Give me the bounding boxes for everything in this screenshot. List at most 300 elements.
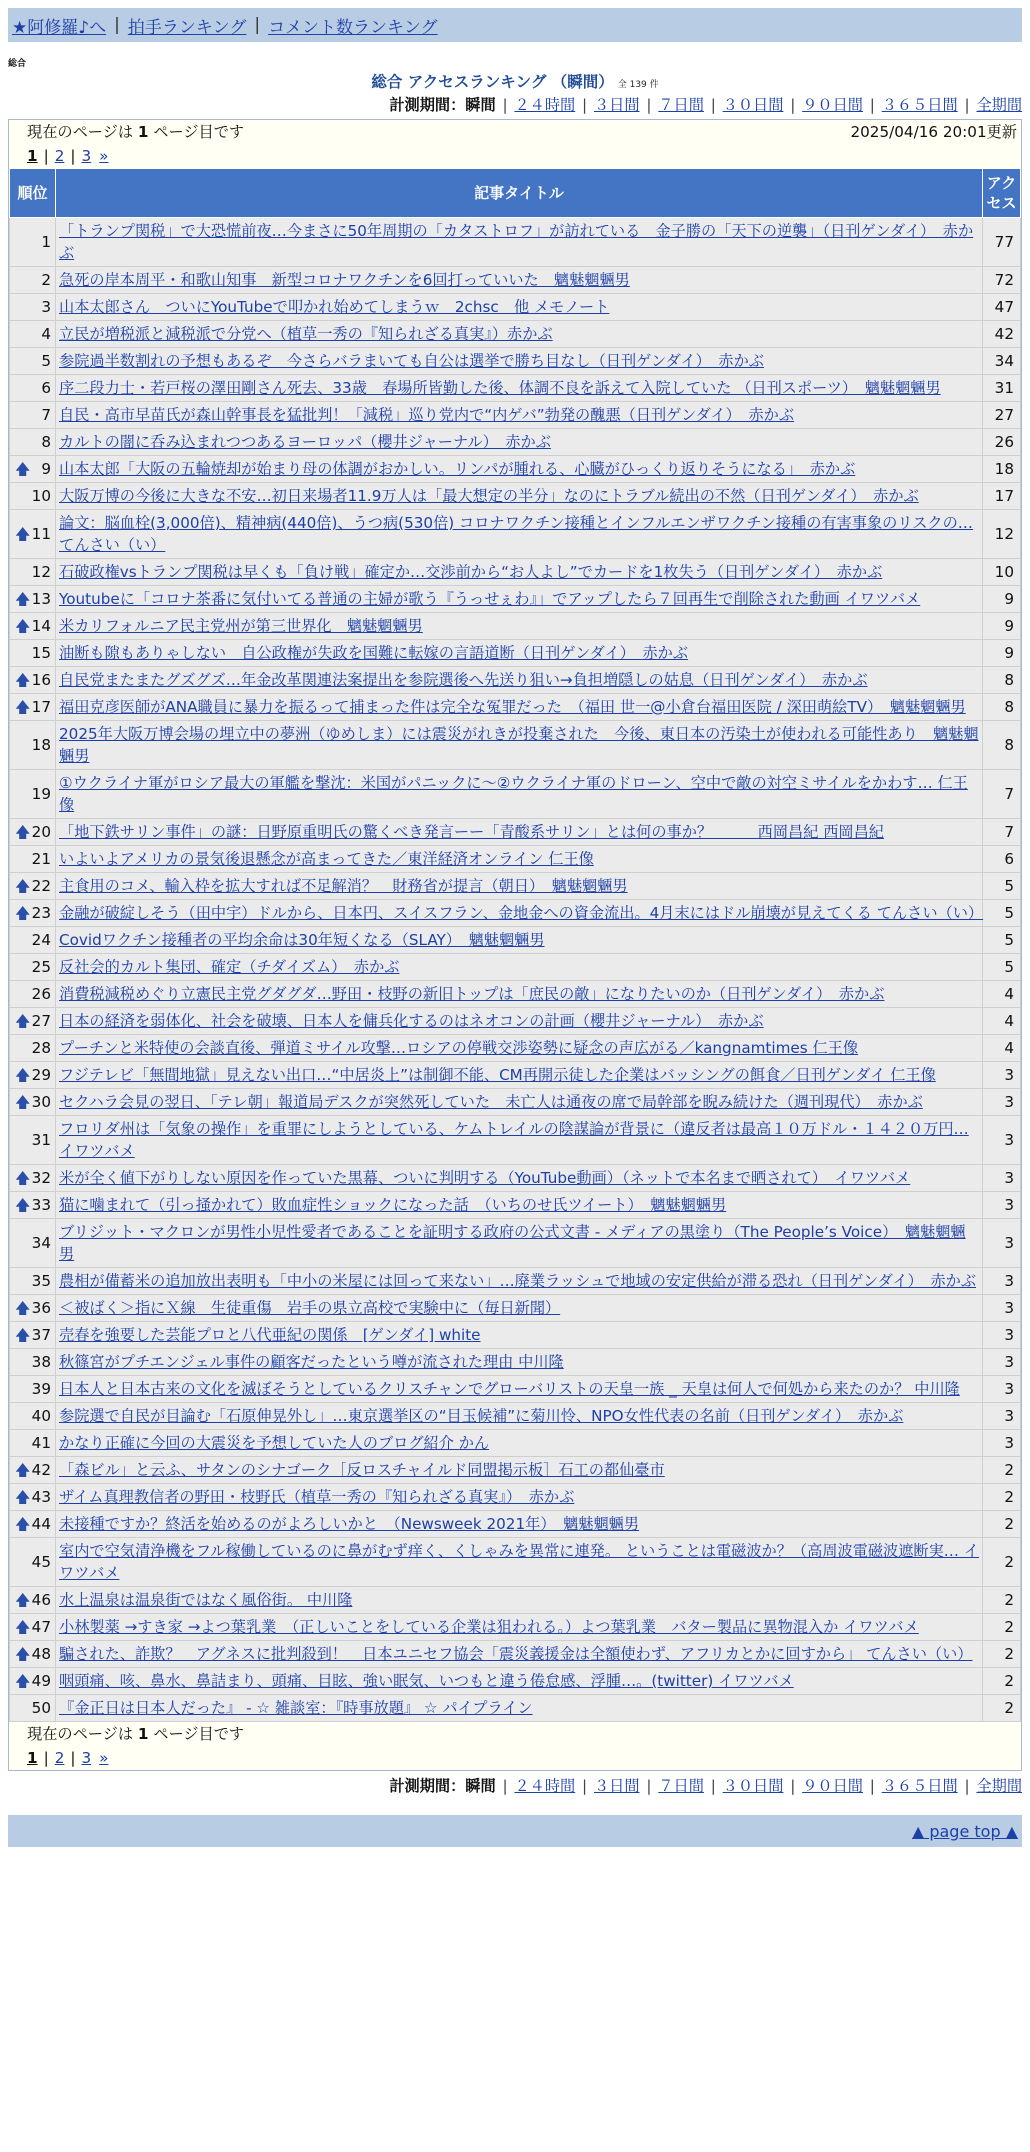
- up-arrow-icon: 🡅: [15, 877, 31, 895]
- access-count: 7: [983, 819, 1021, 846]
- article-title-link[interactable]: 立民が増税派と減税派で分党へ（植草一秀の『知られざる真実』）赤かぶ: [59, 325, 553, 343]
- article-title-link[interactable]: 水上温泉は温泉街ではなく風俗街。 中川隆: [59, 1591, 353, 1609]
- access-count: 2: [983, 1614, 1021, 1641]
- up-arrow-icon: 🡅: [15, 617, 31, 635]
- article-title-link[interactable]: かなり正確に今回の大震災を予想していた人のブログ紹介 かん: [59, 1434, 490, 1452]
- up-arrow-icon: 🡅: [15, 823, 31, 841]
- period-current: 瞬間: [465, 1777, 496, 1795]
- table-row: [10, 667, 1021, 694]
- rank-number: 42: [31, 1461, 51, 1479]
- title-cell: [56, 640, 983, 667]
- table-row: [10, 1062, 1021, 1089]
- rank-number: 3: [41, 298, 51, 316]
- access-count: 3: [983, 1192, 1021, 1219]
- up-arrow-icon: 🡅: [15, 1066, 31, 1084]
- article-title-link[interactable]: 米カリフォルニア民主党州が第三世界化 魑魅魍魎男: [59, 617, 423, 635]
- access-count: 3: [983, 1430, 1021, 1457]
- up-arrow-icon: 🡅: [15, 1093, 31, 1111]
- up-arrow-icon: 🡅: [15, 1461, 31, 1479]
- rank-cell: [10, 667, 56, 694]
- table-row: [10, 218, 1021, 267]
- period-option-link[interactable]: 全期間: [976, 1777, 1022, 1795]
- title-cell: [56, 694, 983, 721]
- rank-number: 35: [31, 1272, 51, 1290]
- title-cell: [56, 375, 983, 402]
- access-count: 26: [983, 429, 1021, 456]
- article-title-link[interactable]: ザイム真理教信者の野田・枝野氏（植草一秀の『知られざる真実』） 赤かぶ: [59, 1488, 575, 1506]
- access-count: 4: [983, 981, 1021, 1008]
- rank-number: 29: [31, 1066, 51, 1084]
- rank-cell: [10, 456, 56, 483]
- rank-cell: [10, 954, 56, 981]
- rank-number: 24: [31, 931, 51, 949]
- up-arrow-icon: 🡅: [15, 590, 31, 608]
- access-count: 3: [983, 1116, 1021, 1165]
- period-option-link[interactable]: ７日間: [658, 96, 704, 114]
- divider: |: [43, 146, 49, 165]
- article-title-link[interactable]: 「地下鉄サリン事件」の謎：日野原重明氏の驚くべき発言ーー「青酸系サリン」とは何の事か？ 西岡昌紀 西岡昌紀: [59, 823, 884, 841]
- up-arrow-icon: 🡅: [15, 1591, 31, 1609]
- article-title-link[interactable]: 金融が破綻しそう（田中宇）ドルから、日本円、スイスフラン、金地金への資金流出。4月末にはドル崩壊が見えてくる てんさい（い）: [59, 904, 984, 922]
- access-count: 8: [983, 694, 1021, 721]
- article-title-link[interactable]: Covidワクチン接種者の平均余命は30年短くなる（SLAY） 魑魅魍魎男: [59, 931, 545, 949]
- access-count: 3: [983, 1403, 1021, 1430]
- table-row: [10, 402, 1021, 429]
- access-count: 9: [983, 613, 1021, 640]
- access-count: 5: [983, 873, 1021, 900]
- rank-number: 46: [31, 1591, 51, 1609]
- rank-cell: [10, 1349, 56, 1376]
- title-cell: [56, 483, 983, 510]
- access-count: 3: [983, 1268, 1021, 1295]
- up-arrow-icon: 🡅: [15, 1672, 31, 1690]
- rank-cell: [10, 1430, 56, 1457]
- title-cell: [56, 927, 983, 954]
- table-row: [10, 1457, 1021, 1484]
- rank-cell: [10, 1511, 56, 1538]
- rank-number: 44: [31, 1515, 51, 1533]
- rank-number: 39: [31, 1380, 51, 1398]
- rank-cell: [10, 1538, 56, 1587]
- article-title-link[interactable]: 「トランプ関税」で大恐慌前夜…今まさに50年周期の「カタストロフ」が訪れている 金子勝の「天下の逆襲」（日刊ゲンダイ） 赤かぶ: [59, 222, 974, 262]
- up-arrow-icon: 🡅: [15, 1645, 31, 1663]
- updated-timestamp: 2025/04/16 20:01更新: [850, 123, 1017, 141]
- article-title-link[interactable]: Youtubeに「コロナ茶番に気付いてる普通の主婦が歌う『うっせぇわ』」でアップしたら７回再生で削除された動画 イワツバメ: [59, 590, 921, 608]
- page-info-bottom: [9, 1722, 1021, 1745]
- access-count: 10: [983, 559, 1021, 586]
- pager-next-link[interactable]: »: [99, 146, 109, 165]
- article-title-link[interactable]: フロリダ州は「気象の操作」を重罪にしようとしている、ケムトレイルの陰謀論が背景に（違反者は最高１０万ドル・１４２０万円… イワツバメ: [59, 1120, 969, 1160]
- title-cell: [56, 456, 983, 483]
- table-row: [10, 1192, 1021, 1219]
- up-arrow-icon: 🡅: [15, 525, 31, 543]
- table-row: [10, 927, 1021, 954]
- access-count: 5: [983, 927, 1021, 954]
- table-row: [10, 1376, 1021, 1403]
- title-cell: [56, 1089, 983, 1116]
- article-title-link[interactable]: 日本人と日本古来の文化を滅ぼそうとしているクリスチャンでグローバリストの天皇一族 _ 天皇は何人で何処から来たのか？ 中川隆: [59, 1380, 960, 1398]
- title-cell: [56, 1165, 983, 1192]
- rank-cell: [10, 218, 56, 267]
- rank-cell: [10, 819, 56, 846]
- rank-number: 6: [41, 379, 51, 397]
- rank-cell: [10, 900, 56, 927]
- title-cell: [56, 1219, 983, 1268]
- rank-cell: [10, 1165, 56, 1192]
- rank-number: 10: [31, 487, 51, 505]
- table-row: [10, 613, 1021, 640]
- pager-top: [9, 143, 1021, 168]
- divider: |: [577, 1777, 592, 1795]
- col-header-title: 記事タイトル: [56, 169, 983, 218]
- bottom-bar: [8, 1815, 1022, 1847]
- article-title-link[interactable]: 未接種ですか？終活を始めるのがよろしいかと （Newsweek 2021年） 魑魅魍魎男: [59, 1515, 640, 1533]
- rank-cell: [10, 1403, 56, 1430]
- rank-number: 9: [41, 460, 51, 478]
- period-option-link[interactable]: ２４時間: [514, 96, 576, 114]
- access-count: 2: [983, 1587, 1021, 1614]
- rank-number: 16: [31, 671, 51, 689]
- comment-ranking-link[interactable]: コメント数ランキング: [268, 17, 438, 38]
- article-title-link[interactable]: セクハラ会見の翌日、「テレ朝」報道局デスクが突然死していた 未亡人は通夜の席で局幹部を睨み続けた（週刊現代） 赤かぶ: [59, 1093, 923, 1111]
- rank-number: 49: [31, 1672, 51, 1690]
- rank-number: 12: [31, 563, 51, 581]
- rank-number: 32: [31, 1169, 51, 1187]
- article-title-link[interactable]: 主食用のコメ、輸入枠を拡大すれば不足解消？ 財務省が提言（朝日） 魑魅魍魎男: [59, 877, 628, 895]
- title-cell: [56, 900, 983, 927]
- up-arrow-icon: 🡅: [15, 1299, 31, 1317]
- rank-number: 18: [31, 736, 51, 754]
- rank-cell: [10, 1295, 56, 1322]
- title-cell: [56, 954, 983, 981]
- article-title-link[interactable]: 小林製薬 →すき家 →よつ葉乳業 （正しいことをしている企業は狙われる。）よつ葉乳業 バター製品に異物混入か イワツバメ: [59, 1618, 919, 1636]
- rank-number: 23: [31, 904, 51, 922]
- title-cell: [56, 1587, 983, 1614]
- rank-cell: [10, 694, 56, 721]
- article-title-link[interactable]: 消費税減税めぐり立憲民主党グダグダ…野田・枝野の新旧トップは「庶民の敵」になりたいのか（日刊ゲンダイ） 赤かぶ: [59, 985, 885, 1003]
- article-title-link[interactable]: ＜被ばく＞指にＸ線 生徒重傷 岩手の県立高校で実験中に（毎日新聞）: [59, 1299, 561, 1317]
- table-row: [10, 586, 1021, 613]
- pager-current-page: 1: [27, 1748, 38, 1767]
- divider: |: [577, 96, 592, 114]
- divider: |: [70, 1748, 76, 1767]
- title-cell: [56, 1008, 983, 1035]
- table-row: [10, 981, 1021, 1008]
- rank-number: 37: [31, 1326, 51, 1344]
- article-title-link[interactable]: 参院過半数割れの予想もあるぞ 今さらバラまいても自公は選挙で勝ち目なし（日刊ゲンダイ） 赤かぶ: [59, 352, 764, 370]
- access-count: 77: [983, 218, 1021, 267]
- table-row: [10, 429, 1021, 456]
- article-title-link[interactable]: いよいよアメリカの景気後退懸念が高まってきた／東洋経済オンライン 仁王像: [59, 850, 594, 868]
- divider: |: [864, 96, 880, 114]
- article-title-link[interactable]: 農相が備蓄米の追加放出表明も「中小の米屋には回って来ない」…廃業ラッシュで地域の安定供給が滞る恐れ（日刊ゲンダイ） 赤かぶ: [59, 1272, 977, 1290]
- article-title-link[interactable]: ①ウクライナ軍がロシア最大の軍艦を撃沈：米国がパニックに〜②ウクライナ軍のドローン、空中で敵の対空ミサイルをかわす… 仁王像: [59, 774, 968, 814]
- up-arrow-icon: 🡅: [15, 1169, 31, 1187]
- title-cell: [56, 846, 983, 873]
- access-count: 27: [983, 402, 1021, 429]
- table-row: [10, 267, 1021, 294]
- table-row: [10, 770, 1021, 819]
- rank-cell: [10, 348, 56, 375]
- rank-cell: [10, 873, 56, 900]
- title-cell: [56, 1484, 983, 1511]
- access-count: 3: [983, 1349, 1021, 1376]
- access-count: 2: [983, 1668, 1021, 1695]
- access-count: 3: [983, 1219, 1021, 1268]
- rank-cell: [10, 402, 56, 429]
- access-count: 5: [983, 954, 1021, 981]
- title-cell: [56, 1295, 983, 1322]
- pager-page-link[interactable]: 2: [54, 1748, 65, 1767]
- table-row: [10, 721, 1021, 770]
- col-header-access: アクセス: [983, 169, 1021, 218]
- access-count: 8: [983, 667, 1021, 694]
- divider: |: [70, 146, 76, 165]
- article-title-link[interactable]: 論文：脳血栓(3,000倍)、精神病(440倍)、うつ病(530倍) コロナワクチン接種とインフルエンザワクチン接種の有害事象のリスクの… てんさい（い）: [59, 514, 973, 554]
- access-count: 7: [983, 770, 1021, 819]
- article-title-link[interactable]: 2025年大阪万博会場の埋立中の夢洲（ゆめしま）には震災がれきが投棄された 今後、東日本の汚染土が使われる可能性あり 魑魅魍魎男: [59, 725, 979, 765]
- access-count: 18: [983, 456, 1021, 483]
- rank-number: 26: [31, 985, 51, 1003]
- title-cell: [56, 1695, 983, 1722]
- rank-number: 36: [31, 1299, 51, 1317]
- table-row: [10, 1668, 1021, 1695]
- article-title-link[interactable]: 山本太郎さん ついにYouTubeで叩かれ始めてしまうｗ 2chsc 他 メモノート: [59, 298, 610, 316]
- article-title-link[interactable]: 急死の岸本周平・和歌山知事 新型コロナワクチンを6回打っていいた 魑魅魍魎男: [59, 271, 630, 289]
- rank-number: 31: [31, 1131, 51, 1149]
- title-cell: [56, 348, 983, 375]
- article-title-link[interactable]: 自民・高市早苗氏が森山幹事長を猛批判！「減税」巡り党内で“内ゲバ”勃発の醜悪（日刊ゲンダイ） 赤かぶ: [59, 406, 795, 424]
- rank-number: 28: [31, 1039, 51, 1057]
- period-option-link[interactable]: ３０日間: [722, 96, 784, 114]
- up-arrow-icon: 🡅: [15, 1618, 31, 1636]
- table-row: [10, 1008, 1021, 1035]
- rank-cell: [10, 1035, 56, 1062]
- divider: |: [641, 96, 657, 114]
- title-cell: [56, 1062, 983, 1089]
- rank-cell: [10, 1116, 56, 1165]
- title-cell: [56, 1192, 983, 1219]
- table-row: [10, 1538, 1021, 1587]
- access-count: 4: [983, 1008, 1021, 1035]
- rank-number: 48: [31, 1645, 51, 1663]
- period-option-link[interactable]: ３日間: [593, 96, 640, 114]
- title-cell: [56, 1430, 983, 1457]
- title-cell: [56, 1035, 983, 1062]
- rank-number: 45: [31, 1553, 51, 1571]
- up-arrow-icon: 🡅: [15, 698, 31, 716]
- rank-cell: [10, 1062, 56, 1089]
- home-link[interactable]: ★阿修羅♪へ: [12, 17, 107, 38]
- table-header-row: [10, 169, 1021, 218]
- article-title-link[interactable]: 福田克彦医師がANA職員に暴力を振るって捕まった件は完全な冤罪だった （福田 世一@小倉台福田医院 / 深田萌絵TV） 魑魅魍魎男: [59, 698, 966, 716]
- access-count: 3: [983, 1295, 1021, 1322]
- article-title-link[interactable]: 油断も隙もありゃしない 自公政権が失政を国難に転嫁の言語道断（日刊ゲンダイ） 赤かぶ: [59, 644, 689, 662]
- rank-cell: [10, 1376, 56, 1403]
- table-row: [10, 873, 1021, 900]
- table-row: [10, 900, 1021, 927]
- access-count: 31: [983, 375, 1021, 402]
- title-cell: [56, 613, 983, 640]
- period-selector-bottom: [8, 1775, 1022, 1797]
- top-nav-bar: [8, 8, 1022, 42]
- rank-cell: [10, 846, 56, 873]
- divider: |: [785, 1777, 801, 1795]
- rank-number: 34: [31, 1234, 51, 1252]
- rank-cell: [10, 1614, 56, 1641]
- rank-number: 22: [31, 877, 51, 895]
- table-row: [10, 1165, 1021, 1192]
- table-row: [10, 483, 1021, 510]
- rank-number: 20: [31, 823, 51, 841]
- table-row: [10, 559, 1021, 586]
- total-count: 全 139 件: [617, 80, 659, 90]
- article-title-link[interactable]: カルトの闇に呑み込まれつつあるヨーロッパ（櫻井ジャーナル） 赤かぶ: [59, 433, 551, 451]
- rank-cell: [10, 613, 56, 640]
- access-count: 3: [983, 1089, 1021, 1116]
- article-title-link[interactable]: 猫に噛まれて（引っ掻かれて）敗血症性ショックになった話 （いちのせ氏ツイート） 魑魅魍魎男: [59, 1196, 727, 1214]
- access-count: 17: [983, 483, 1021, 510]
- pager-current-page: 1: [27, 146, 38, 165]
- table-row: [10, 1089, 1021, 1116]
- article-title-link[interactable]: 大阪万博の今後に大きな不安…初日来場者11.9万人は「最大想定の半分」なのにトラブル続出の不然（日刊ゲンダイ） 赤かぶ: [59, 487, 919, 505]
- title-cell: [56, 1349, 983, 1376]
- period-option-link[interactable]: ３６５日間: [881, 1777, 958, 1795]
- rank-cell: [10, 640, 56, 667]
- pager-page-link[interactable]: 2: [54, 146, 65, 165]
- title-cell: [56, 667, 983, 694]
- article-title-link[interactable]: 自民党またまたグズグズ…年金改革関連法案提出を参院選後へ先送り狙い→負担増隠しの姑息（日刊ゲンダイ） 赤かぶ: [59, 671, 868, 689]
- section-label: 総合: [8, 59, 27, 69]
- article-title-link[interactable]: 日本の経済を弱体化、社会を破壊、日本人を傭兵化するのはネオコンの計画（櫻井ジャーナル） 赤かぶ: [59, 1012, 764, 1030]
- table-row: [10, 954, 1021, 981]
- article-title-link[interactable]: 室内で空気清浄機をフル稼働しているのに鼻がむず痒く、くしゃみを異常に連発。 ということは電磁波か？（高周波電磁波遮断実… イワツバメ: [59, 1542, 979, 1582]
- article-title-link[interactable]: 売春を強要した芸能プロと八代亜紀の関係 [ゲンダイ] white: [59, 1326, 481, 1344]
- page-title: [8, 70, 1022, 90]
- title-cell: [56, 1268, 983, 1295]
- table-row: [10, 348, 1021, 375]
- rank-cell: [10, 510, 56, 559]
- rank-number: 14: [31, 617, 51, 635]
- period-option-link[interactable]: ３６５日間: [881, 96, 958, 114]
- article-title-link[interactable]: 咽頭痛、咳、鼻水、鼻詰まり、頭痛、目眩、強い眠気、いつもと違う倦怠感、浮腫…。(twitter) イワツバメ: [59, 1672, 794, 1690]
- article-title-link[interactable]: ブリジット・マクロンが男性小児性愛者であることを証明する政府の公式文書 - メディアの黒塗り（The People’s Voice） 魑魅魍魎男: [59, 1223, 966, 1263]
- article-title-link[interactable]: 「森ビル」と云ふ、サタンのシナゴーク［反ロスチャイルド同盟掲示板］石工の都仙臺市: [59, 1461, 665, 1479]
- pager-page-link[interactable]: 3: [81, 1748, 92, 1767]
- rank-number: 38: [31, 1353, 51, 1371]
- title-cell: [56, 819, 983, 846]
- rank-number: 27: [31, 1012, 51, 1030]
- pager-bottom: [9, 1745, 1021, 1770]
- rank-number: 8: [41, 433, 51, 451]
- up-arrow-icon: 🡅: [15, 1488, 31, 1506]
- rank-cell: [10, 586, 56, 613]
- rank-number: 21: [31, 850, 51, 868]
- rank-cell: [10, 1695, 56, 1722]
- title-cell: [56, 1641, 983, 1668]
- access-count: 2: [983, 1484, 1021, 1511]
- ranking-table: [9, 168, 1021, 1722]
- rank-number: 13: [31, 590, 51, 608]
- article-title-link[interactable]: 騙された、詐欺？ アグネスに批判殺到！ 日本ユニセフ協会「震災義援金は全額使わず、アフリカとかに回すから」 てんさい（い）: [59, 1645, 973, 1663]
- article-title-link[interactable]: プーチンと米特使の会談直後、弾道ミサイル攻撃…ロシアの停戦交渉姿勢に疑念の声広がる／kangnamtimes 仁王像: [59, 1039, 859, 1057]
- period-selector-top: [8, 94, 1022, 116]
- article-title-link[interactable]: 山本太郎「大阪の五輪焼却が始まり母の体調がおかしい。リンパが腫れる、心臓がひっくり返りそうになる」 赤かぶ: [59, 460, 856, 478]
- period-option-link[interactable]: ３日間: [593, 1777, 640, 1795]
- article-title-link[interactable]: 反社会的カルト集団、確定（チダイズム） 赤かぶ: [59, 958, 400, 976]
- divider: |: [959, 1777, 975, 1795]
- rank-number: 19: [31, 785, 51, 803]
- rank-cell: [10, 1322, 56, 1349]
- up-arrow-icon: 🡅: [15, 1196, 31, 1214]
- access-count: 12: [983, 510, 1021, 559]
- table-row: [10, 1403, 1021, 1430]
- page-status: 現在のページは 1 ページ目です: [27, 123, 245, 141]
- access-count: 2: [983, 1538, 1021, 1587]
- page-title-text: 総合 アクセスランキング （瞬間）: [371, 73, 614, 91]
- period-option-link[interactable]: ９０日間: [802, 96, 863, 114]
- rank-cell: [10, 1008, 56, 1035]
- period-option-link[interactable]: ３０日間: [722, 1777, 784, 1795]
- rank-cell: [10, 294, 56, 321]
- divider: |: [864, 1777, 880, 1795]
- article-title-link[interactable]: 序二段力士・若戸桜の澤田剛さん死去、33歳 春場所皆勤した後、体調不良を訴えて入院していた （日刊スポーツ） 魑魅魍魎男: [59, 379, 941, 397]
- rank-cell: [10, 429, 56, 456]
- article-title-link[interactable]: フジテレビ「無間地獄」見えない出口…“中居炎上”は制御不能、CM再開示徒した企業はバッシングの餌食／日刊ゲンダイ 仁王像: [59, 1066, 936, 1084]
- article-title-link[interactable]: 秋篠宮がプチエンジェル事件の顧客だったという噂が流された理由 中川隆: [59, 1353, 564, 1371]
- access-count: 34: [983, 348, 1021, 375]
- access-count: 6: [983, 846, 1021, 873]
- article-title-link[interactable]: 石破政権vsトランプ関税は早くも「負け戦」確定か…交渉前から“お人よし”でカードを1枚失う（日刊ゲンダイ） 赤かぶ: [59, 563, 883, 581]
- rank-cell: [10, 1641, 56, 1668]
- rank-number: 17: [31, 698, 51, 716]
- access-count: 5: [983, 900, 1021, 927]
- pager-page-link[interactable]: 3: [81, 146, 92, 165]
- period-current: 瞬間: [465, 96, 496, 114]
- col-header-rank: 順位: [10, 169, 56, 218]
- clap-ranking-link[interactable]: 拍手ランキング: [127, 17, 247, 38]
- period-option-link[interactable]: ７日間: [658, 1777, 704, 1795]
- title-cell: [56, 1538, 983, 1587]
- period-option-link[interactable]: 全期間: [976, 96, 1022, 114]
- rank-number: 40: [31, 1407, 51, 1425]
- access-count: 3: [983, 1376, 1021, 1403]
- up-arrow-icon: 🡅: [15, 1012, 31, 1030]
- title-cell: [56, 294, 983, 321]
- rank-number: 33: [31, 1196, 51, 1214]
- table-row: [10, 1695, 1021, 1722]
- table-row: [10, 846, 1021, 873]
- access-count: 9: [983, 586, 1021, 613]
- period-option-link[interactable]: ２４時間: [514, 1777, 576, 1795]
- rank-cell: [10, 981, 56, 1008]
- rank-cell: [10, 1089, 56, 1116]
- rank-number: 15: [31, 644, 51, 662]
- table-row: [10, 1322, 1021, 1349]
- table-row: [10, 1430, 1021, 1457]
- table-row: [10, 1268, 1021, 1295]
- period-option-link[interactable]: ９０日間: [802, 1777, 863, 1795]
- article-title-link[interactable]: 『金正日は日本人だった』 - ☆ 雑談室：『時事放題』 ☆ パイプライン: [59, 1699, 533, 1717]
- up-arrow-icon: 🡅: [15, 1515, 31, 1533]
- page-top-link[interactable]: ▲ page top ▲: [911, 1821, 1018, 1841]
- access-count: 2: [983, 1457, 1021, 1484]
- article-title-link[interactable]: 参院選で自民が目論む「石原伸晃外し」…東京選挙区の“目玉候補”に菊川怜、NPO女性代表の名前（日刊ゲンダイ） 赤かぶ: [59, 1407, 904, 1425]
- title-cell: [56, 586, 983, 613]
- pager-next-link[interactable]: »: [99, 1748, 109, 1767]
- table-row: [10, 375, 1021, 402]
- article-title-link[interactable]: 米が全く値下がりしない原因を作っていた黒幕、ついに判明する（YouTube動画）（ネットで本名まで晒されて） イワツバメ: [59, 1169, 911, 1187]
